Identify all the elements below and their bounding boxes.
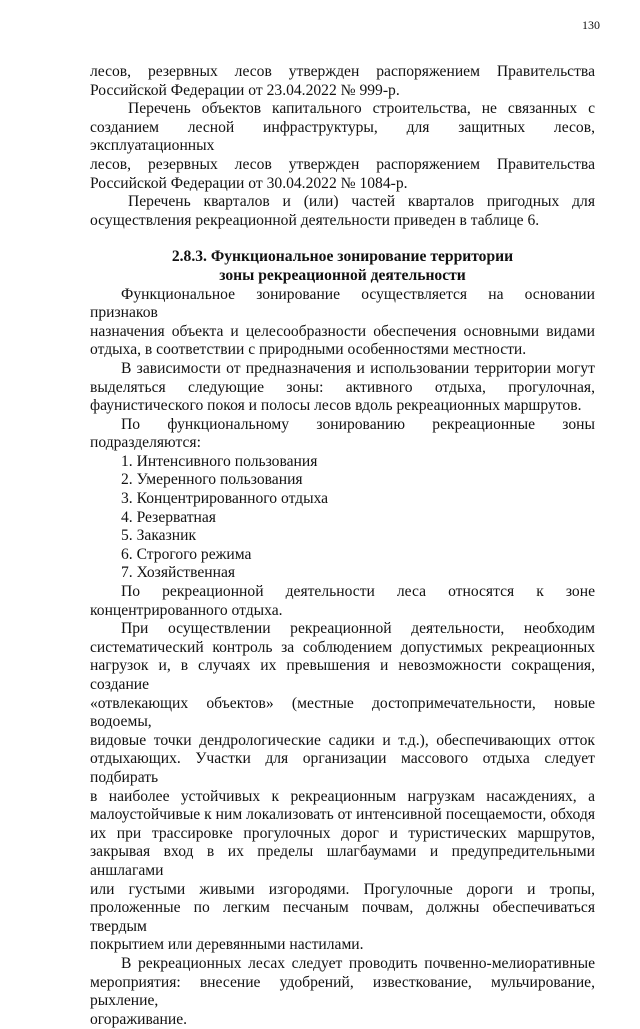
text-line: концентрированного отдыха.	[90, 601, 283, 619]
list-item: 4. Резерватная	[121, 508, 216, 526]
list-item: 5. Заказник	[121, 527, 197, 545]
text-line: По рекреационной деятельности леса относятся к зоне	[121, 583, 595, 601]
text-line: покрытием или деревянными настилами.	[90, 936, 364, 954]
text-line: в наиболее устойчивых к рекреационным нагрузкам насаждениях, а	[90, 787, 595, 805]
page-number: 130	[582, 18, 600, 32]
text-line: мероприятия: внесение удобрений, известкование, мульчирование, рыхление,	[90, 973, 595, 1010]
list-item: 3. Концентрированного отдыха	[121, 490, 329, 508]
text-line: подразделяются:	[90, 434, 201, 452]
heading-line: зоны рекреационной деятельности	[219, 266, 466, 284]
text-line: проложенные по легким песчаным почвам, должны обеспечиваться твердым	[90, 899, 595, 935]
text-line: Функциональное зонирование осуществляется на основании признаков	[90, 285, 595, 322]
text-line: назначения объекта и целесообразности обеспечения основными видами	[90, 322, 595, 340]
list-item: 2. Умеренного пользования	[121, 471, 303, 489]
text-line: отдыхающих. Участки для организации массового отдыха следует подбирать	[90, 750, 595, 786]
text-line: В зависимости от предназначения и использовании территории могут	[121, 359, 595, 377]
list-item: 6. Строгого режима	[121, 545, 252, 563]
text-line: По функциональному зонированию рекреационные зоны	[121, 415, 595, 433]
text-line: или густыми живыми изгородями. Прогулочные дороги и тропы,	[90, 880, 595, 898]
text-line: закрывая вход в их пределы шлагбаумами и предупредительными аншлагами	[90, 843, 595, 879]
text-line: систематический контроль за соблюдением допустимых рекреационных	[90, 638, 595, 656]
text-line: Российской Федерации от 23.04.2022 № 999-р.	[90, 81, 400, 99]
list-item: 7. Хозяйственная	[121, 564, 236, 582]
text-line: огораживание.	[90, 1010, 188, 1028]
text-line: выделяться следующие зоны: активного отдыха, прогулочная,	[90, 378, 595, 396]
text-line: Перечень кварталов и (или) частей кварталов пригодных для	[128, 193, 595, 211]
text-line: лесов, резервных лесов утвержден распоряжением Правительства	[90, 155, 595, 173]
text-line: видовые точки дендрологические садики и т.д.), обеспечивающих отток	[90, 731, 595, 749]
text-line: В рекреационных лесах следует проводить почвенно-мелиоративные	[121, 954, 595, 972]
text-line: фаунистического покоя и полосы лесов вдоль рекреационных маршрутов.	[90, 397, 582, 415]
text-line: их при трассировке прогулочных дорог и туристических маршрутов,	[90, 824, 595, 842]
text-line: нагрузок и, в случаях их превышения и невозможности сокращения, создание	[90, 657, 595, 693]
text-line: созданием лесной инфраструктуры, для защитных лесов, эксплуатационных	[90, 118, 595, 155]
text-line: Перечень объектов капитального строительства, не связанных с	[128, 100, 595, 118]
heading-line: 2.8.3. Функциональное зонирование территории	[171, 248, 514, 266]
list-item: 1. Интенсивного пользования	[121, 452, 318, 470]
page-body	[90, 63, 595, 1029]
text-line: «отвлекающих объектов» (местные достопримечательности, новые водоемы,	[90, 694, 595, 731]
text-line: отдыха, в соответствии с природными особенностями местности.	[90, 341, 527, 359]
text-line: лесов, резервных лесов утвержден распоряжением Правительства	[90, 63, 595, 80]
text-line: Российской Федерации от 30.04.2022 № 1084-р.	[90, 174, 408, 192]
section-heading	[90, 248, 595, 285]
text-line: осуществления рекреационной деятельности приведен в таблице 6.	[90, 211, 540, 229]
text-line: При осуществлении рекреационной деятельности, необходим	[121, 620, 595, 638]
text-line: малоустойчивые к ним локализовать от интенсивной посещаемости, обходя	[90, 806, 595, 824]
